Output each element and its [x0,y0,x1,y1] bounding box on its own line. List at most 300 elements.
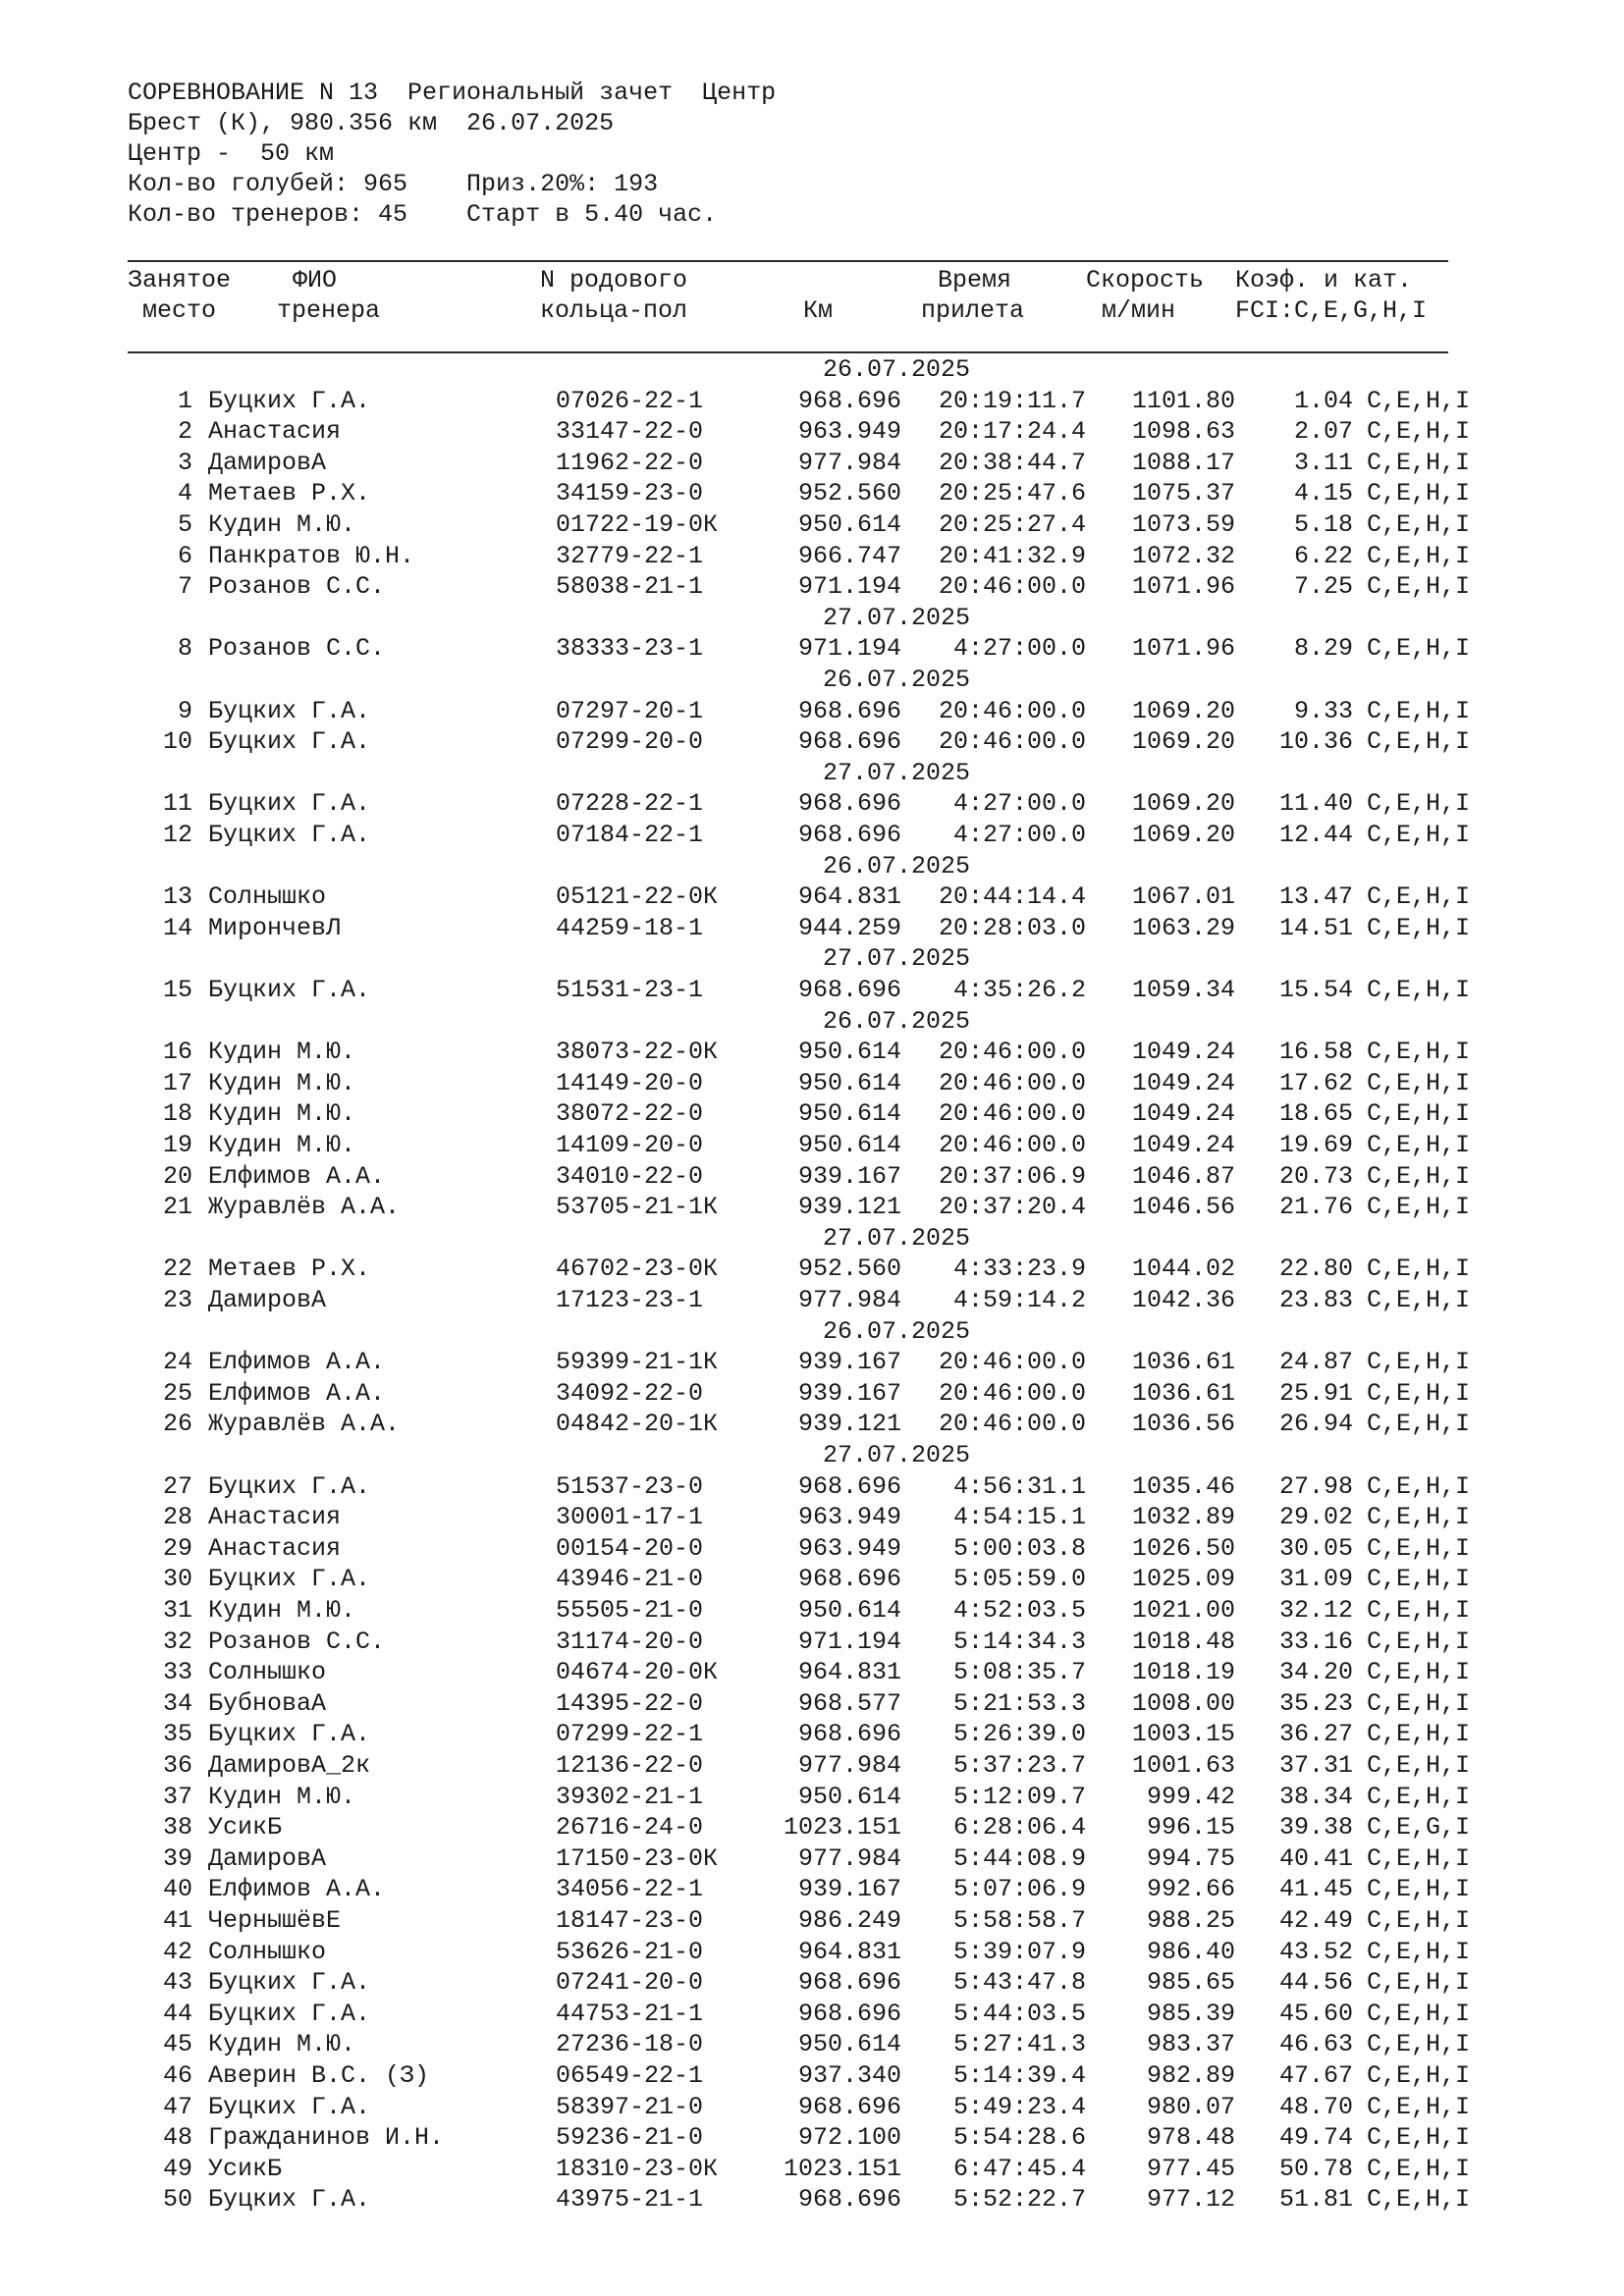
time-cell: 5:05:59.0 [952,1565,1086,1593]
trainer-cell: Журавлёв А.А. [208,1410,401,1438]
date-label: 27.07.2025 [823,604,971,632]
ring-cell: 04674-20-0К [556,1658,719,1686]
speed-cell: 1049.24 [1131,1099,1235,1128]
km-cell: 968.696 [797,2000,901,2028]
place-cell: 19 [162,1131,192,1159]
coef-cell: 42.49 [1278,1906,1353,1935]
speed-cell: 1088.17 [1131,449,1235,477]
category-cell: C,E,H,I [1367,1379,1471,1408]
coef-cell: 36.27 [1278,1720,1353,1748]
trainer-cell: Буцких Г.А. [208,789,371,818]
speed-cell: 1073.59 [1131,510,1235,539]
table-row [0,449,1624,479]
category-cell: C,E,H,I [1367,727,1471,756]
time-cell: 6:28:06.4 [952,1813,1086,1842]
coef-cell: 16.58 [1278,1038,1353,1066]
coef-cell: 19.69 [1278,1131,1353,1159]
coef-cell: 14.51 [1278,914,1353,942]
ring-cell: 07228-22-1 [556,789,704,818]
time-cell: 5:14:34.3 [952,1628,1086,1656]
speed-cell: 996.15 [1146,1813,1235,1842]
coef-cell: 20.73 [1278,1162,1353,1191]
trainer-cell: Розанов С.С. [208,572,386,601]
table-row [0,1162,1624,1193]
km-cell: 964.831 [797,1658,901,1686]
coef-cell: 48.70 [1278,2093,1353,2121]
table-row [0,1286,1624,1316]
place-cell: 48 [162,2123,192,2152]
place-cell: 33 [162,1658,192,1686]
ring-cell: 38333-23-1 [556,634,704,663]
place-cell: 40 [162,1875,192,1903]
category-cell: C,E,H,I [1367,1534,1471,1563]
ring-cell: 58038-21-1 [556,572,704,601]
speed-cell: 1003.15 [1131,1720,1235,1748]
col-ring-header-2: кольца-пол [540,296,688,325]
category-cell: C,E,H,I [1367,510,1471,539]
ring-cell: 43946-21-0 [556,1565,704,1593]
category-cell: C,E,H,I [1367,1038,1471,1066]
place-cell: 34 [162,1689,192,1718]
km-cell: 937.340 [797,2061,901,2090]
competition-title: СОРЕВНОВАНИЕ N 13 Региональный зачет Центр [128,79,777,107]
place-cell: 22 [162,1255,192,1283]
place-cell: 20 [162,1162,192,1191]
place-cell: 4 [177,479,192,507]
table-row [0,1503,1624,1533]
category-cell: C,E,H,I [1367,1472,1471,1501]
date-separator [0,355,1624,386]
km-cell: 977.984 [797,1844,901,1873]
category-cell: C,E,H,I [1367,789,1471,818]
coef-cell: 45.60 [1278,2000,1353,2028]
time-cell: 5:39:07.9 [952,1938,1086,1966]
speed-cell: 1049.24 [1131,1069,1235,1097]
table-row [0,510,1624,541]
speed-cell: 977.12 [1146,2185,1235,2214]
speed-cell: 1025.09 [1131,1565,1235,1593]
time-cell: 5:07:06.9 [952,1875,1086,1903]
date-label: 27.07.2025 [823,759,971,787]
date-separator [0,944,1624,975]
ring-cell: 59399-21-1К [556,1348,719,1376]
table-row [0,479,1624,509]
coef-cell: 6.22 [1293,542,1353,570]
category-cell: C,E,H,I [1367,1565,1471,1593]
date-label: 26.07.2025 [823,355,971,384]
place-cell: 47 [162,2093,192,2121]
category-cell: C,E,H,I [1367,1875,1471,1903]
date-label: 27.07.2025 [823,1224,971,1253]
speed-cell: 1018.19 [1131,1658,1235,1686]
trainer-cell: Панкратов Ю.Н. [208,542,415,570]
speed-cell: 999.42 [1146,1783,1235,1811]
time-cell: 5:43:47.8 [952,1968,1086,1997]
speed-cell: 1075.37 [1131,479,1235,507]
speed-cell: 992.66 [1146,1875,1235,1903]
coef-cell: 22.80 [1278,1255,1353,1283]
category-cell: C,E,H,I [1367,1751,1471,1780]
km-cell: 968.577 [797,1689,901,1718]
time-cell: 5:12:09.7 [952,1783,1086,1811]
coef-cell: 29.02 [1278,1503,1353,1531]
trainer-cell: Кудин М.Ю. [208,2030,356,2058]
trainer-cell: Буцких Г.А. [208,2093,371,2121]
speed-cell: 1008.00 [1131,1689,1235,1718]
km-cell: 986.249 [797,1906,901,1935]
ring-cell: 18147-23-0 [556,1906,704,1935]
time-cell: 20:37:06.9 [938,1162,1086,1191]
place-cell: 37 [162,1783,192,1811]
coef-cell: 30.05 [1278,1534,1353,1563]
place-cell: 42 [162,1938,192,1966]
ring-cell: 07299-22-1 [556,1720,704,1748]
speed-cell: 978.48 [1146,2123,1235,2152]
trainer-cell: Елфимов А.А. [208,1348,386,1376]
category-cell: C,E,H,I [1367,1131,1471,1159]
table-row [0,1131,1624,1161]
speed-cell: 1059.34 [1131,976,1235,1004]
speed-cell: 1026.50 [1131,1534,1235,1563]
ring-cell: 01722-19-0К [556,510,719,539]
km-cell: 950.614 [797,1783,901,1811]
category-cell: C,E,H,I [1367,1596,1471,1625]
col-coef-header: Коэф. и кат. [1235,266,1413,294]
table-row [0,1689,1624,1720]
km-cell: 939.167 [797,1348,901,1376]
ring-cell: 34056-22-1 [556,1875,704,1903]
time-cell: 20:46:00.0 [938,1379,1086,1408]
trainer-cell: Буцких Г.А. [208,1472,371,1501]
trainer-cell: Буцких Г.А. [208,1720,371,1748]
category-cell: C,E,H,I [1367,1099,1471,1128]
km-cell: 952.560 [797,1255,901,1283]
table-row [0,1938,1624,1968]
table-row [0,1628,1624,1658]
speed-cell: 1049.24 [1131,1038,1235,1066]
category-cell: C,E,H,I [1367,1286,1471,1314]
km-cell: 963.949 [797,417,901,446]
ring-cell: 34010-22-0 [556,1162,704,1191]
ring-cell: 11962-22-0 [556,449,704,477]
date-label: 26.07.2025 [823,666,971,694]
coef-cell: 15.54 [1278,976,1353,1004]
coef-cell: 1.04 [1293,387,1353,415]
ring-cell: 58397-21-0 [556,2093,704,2121]
km-cell: 968.696 [797,1472,901,1501]
trainer-cell: Солнышко [208,882,327,911]
time-cell: 4:56:31.1 [952,1472,1086,1501]
place-cell: 14 [162,914,192,942]
category-cell: C,E,H,I [1367,1069,1471,1097]
speed-cell: 1021.00 [1131,1596,1235,1625]
place-cell: 26 [162,1410,192,1438]
place-cell: 50 [162,2185,192,2214]
col-km-header: Км [803,296,834,325]
trainer-cell: Солнышко [208,1658,327,1686]
category-cell: C,E,G,I [1367,1813,1471,1842]
coef-cell: 5.18 [1293,510,1353,539]
category-cell: C,E,H,I [1367,1162,1471,1191]
date-separator [0,1441,1624,1471]
ring-cell: 46702-23-0К [556,1255,719,1283]
ring-cell: 14109-20-0 [556,1131,704,1159]
time-cell: 20:46:00.0 [938,1410,1086,1438]
time-cell: 4:54:15.1 [952,1503,1086,1531]
table-row [0,2185,1624,2216]
col-speed-header: Скорость [1086,266,1205,294]
time-cell: 6:47:45.4 [952,2155,1086,2183]
table-row [0,1472,1624,1503]
col-name-header: ФИО [293,266,338,294]
place-cell: 44 [162,2000,192,2028]
table-row [0,1906,1624,1937]
col-coef-header-2: FCI:C,E,G,H,I [1235,296,1428,325]
km-cell: 968.696 [797,821,901,849]
date-separator [0,1007,1624,1038]
category-cell: C,E,H,I [1367,2185,1471,2214]
place-cell: 18 [162,1099,192,1128]
col-ring-header: N родового [540,266,688,294]
trainer-cell: Буцких Г.А. [208,2000,371,2028]
km-cell: 944.259 [797,914,901,942]
time-cell: 20:25:27.4 [938,510,1086,539]
place-cell: 29 [162,1534,192,1563]
time-cell: 5:27:41.3 [952,2030,1086,2058]
time-cell: 5:52:22.7 [952,2185,1086,2214]
trainer-cell: ДамировА [208,1844,327,1873]
coef-cell: 34.20 [1278,1658,1353,1686]
place-cell: 12 [162,821,192,849]
trainer-cell: Солнышко [208,1938,327,1966]
time-cell: 5:44:03.5 [952,2000,1086,2028]
trainer-cell: Анастасия [208,1534,342,1563]
date-separator [0,852,1624,882]
place-cell: 10 [162,727,192,756]
table-row [0,914,1624,944]
place-cell: 2 [177,417,192,446]
ring-cell: 53626-21-0 [556,1938,704,1966]
ring-cell: 07026-22-1 [556,387,704,415]
coef-cell: 40.41 [1278,1844,1353,1873]
table-row [0,727,1624,758]
place-cell: 11 [162,789,192,818]
category-cell: C,E,H,I [1367,882,1471,911]
table-row [0,1193,1624,1223]
km-cell: 952.560 [797,479,901,507]
coef-cell: 31.09 [1278,1565,1353,1593]
ring-cell: 26716-24-0 [556,1813,704,1842]
table-row [0,1751,1624,1782]
trainer-cell: ДамировА_2к [208,1751,371,1780]
speed-cell: 1071.96 [1131,634,1235,663]
coef-cell: 10.36 [1278,727,1353,756]
ring-cell: 34092-22-0 [556,1379,704,1408]
trainer-cell: УсикБ [208,1813,283,1842]
coef-cell: 38.34 [1278,1783,1353,1811]
speed-cell: 1069.20 [1131,727,1235,756]
place-cell: 28 [162,1503,192,1531]
ring-cell: 07241-20-0 [556,1968,704,1997]
date-label: 26.07.2025 [823,852,971,881]
category-cell: C,E,H,I [1367,1348,1471,1376]
speed-cell: 1046.56 [1131,1193,1235,1221]
coef-cell: 7.25 [1293,572,1353,601]
time-cell: 20:44:14.4 [938,882,1086,911]
km-cell: 950.614 [797,510,901,539]
time-cell: 5:21:53.3 [952,1689,1086,1718]
coef-cell: 23.83 [1278,1286,1353,1314]
speed-cell: 1063.29 [1131,914,1235,942]
place-cell: 17 [162,1069,192,1097]
trainer-cell: Кудин М.Ю. [208,1038,356,1066]
ring-cell: 55505-21-0 [556,1596,704,1625]
ring-cell: 27236-18-0 [556,2030,704,2058]
place-cell: 30 [162,1565,192,1593]
ring-cell: 34159-23-0 [556,479,704,507]
time-cell: 4:27:00.0 [952,634,1086,663]
speed-cell: 1042.36 [1131,1286,1235,1314]
category-cell: C,E,H,I [1367,1255,1471,1283]
table-row [0,542,1624,572]
trainer-cell: Буцких Г.А. [208,727,371,756]
place-cell: 1 [177,387,192,415]
km-cell: 971.194 [797,634,901,663]
place-cell: 16 [162,1038,192,1066]
time-cell: 20:46:00.0 [938,1131,1086,1159]
km-cell: 968.696 [797,2093,901,2121]
col-name-header-2: тренера [277,296,381,325]
category-cell: C,E,H,I [1367,1628,1471,1656]
coef-cell: 49.74 [1278,2123,1353,2152]
ring-cell: 00154-20-0 [556,1534,704,1563]
category-cell: C,E,H,I [1367,1844,1471,1873]
category-cell: C,E,H,I [1367,542,1471,570]
time-cell: 4:59:14.2 [952,1286,1086,1314]
region-line: Центр - 50 км [128,139,335,168]
km-cell: 968.696 [797,1565,901,1593]
time-cell: 5:08:35.7 [952,1658,1086,1686]
time-cell: 5:54:28.6 [952,2123,1086,2152]
time-cell: 20:46:00.0 [938,1099,1086,1128]
time-cell: 20:46:00.0 [938,1069,1086,1097]
table-row [0,2030,1624,2060]
trainer-cell: Буцких Г.А. [208,387,371,415]
coef-cell: 32.12 [1278,1596,1353,1625]
km-cell: 963.949 [797,1503,901,1531]
time-cell: 20:25:47.6 [938,479,1086,507]
trainer-cell: Розанов С.С. [208,634,386,663]
place-cell: 46 [162,2061,192,2090]
coef-cell: 24.87 [1278,1348,1353,1376]
place-cell: 23 [162,1286,192,1314]
time-cell: 4:27:00.0 [952,821,1086,849]
category-cell: C,E,H,I [1367,1689,1471,1718]
ring-cell: 17150-23-0К [556,1844,719,1873]
category-cell: C,E,H,I [1367,2123,1471,2152]
ring-cell: 04842-20-1К [556,1410,719,1438]
speed-cell: 1044.02 [1131,1255,1235,1283]
speed-cell: 985.39 [1146,2000,1235,2028]
speed-cell: 1069.20 [1131,697,1235,725]
time-cell: 20:38:44.7 [938,449,1086,477]
place-cell: 38 [162,1813,192,1842]
category-cell: C,E,H,I [1367,1968,1471,1997]
km-cell: 968.696 [797,1968,901,1997]
speed-cell: 980.07 [1146,2093,1235,2121]
trainer-cell: Анастасия [208,1503,342,1531]
trainer-cell: Елфимов А.А. [208,1379,386,1408]
trainer-cell: Буцких Г.А. [208,1565,371,1593]
km-cell: 968.696 [797,387,901,415]
time-cell: 20:46:00.0 [938,727,1086,756]
ring-cell: 07297-20-1 [556,697,704,725]
speed-cell: 1069.20 [1131,789,1235,818]
place-cell: 7 [177,572,192,601]
category-cell: C,E,H,I [1367,697,1471,725]
place-cell: 24 [162,1348,192,1376]
category-cell: C,E,H,I [1367,387,1471,415]
km-cell: 968.696 [797,697,901,725]
table-row [0,697,1624,727]
time-cell: 4:52:03.5 [952,1596,1086,1625]
ring-cell: 06549-22-1 [556,2061,704,2090]
coef-cell: 21.76 [1278,1193,1353,1221]
time-cell: 20:46:00.0 [938,1038,1086,1066]
coef-cell: 50.78 [1278,2155,1353,2183]
km-cell: 963.949 [797,1534,901,1563]
time-cell: 5:00:03.8 [952,1534,1086,1563]
category-cell: C,E,H,I [1367,1193,1471,1221]
time-cell: 5:49:23.4 [952,2093,1086,2121]
trainer-cell: Буцких Г.А. [208,821,371,849]
ring-cell: 07184-22-1 [556,821,704,849]
km-cell: 966.747 [797,542,901,570]
km-cell: 971.194 [797,572,901,601]
speed-cell: 988.25 [1146,1906,1235,1935]
km-cell: 950.614 [797,1038,901,1066]
ring-cell: 44753-21-1 [556,2000,704,2028]
coef-cell: 41.45 [1278,1875,1353,1903]
coef-cell: 35.23 [1278,1689,1353,1718]
header-divider [128,351,1448,353]
time-cell: 5:58:58.7 [952,1906,1086,1935]
ring-cell: 51537-23-0 [556,1472,704,1501]
ring-cell: 39302-21-1 [556,1783,704,1811]
time-cell: 4:27:00.0 [952,789,1086,818]
coef-cell: 47.67 [1278,2061,1353,2090]
trainer-cell: Журавлёв А.А. [208,1193,401,1221]
trainer-cell: Метаев Р.Х. [208,479,371,507]
place-cell: 8 [177,634,192,663]
table-row [0,1596,1624,1627]
table-row [0,1565,1624,1595]
place-cell: 31 [162,1596,192,1625]
ring-cell: 38072-22-0 [556,1099,704,1128]
table-row [0,1069,1624,1099]
speed-cell: 1069.20 [1131,821,1235,849]
ring-cell: 32779-22-1 [556,542,704,570]
place-cell: 15 [162,976,192,1004]
table-row [0,2123,1624,2154]
birds-count-line: Кол-во голубей: 965 Приз.20%: 193 [128,170,659,198]
ring-cell: 53705-21-1К [556,1193,719,1221]
table-row [0,2093,1624,2123]
time-cell: 20:46:00.0 [938,697,1086,725]
trainer-cell: ДамировА [208,449,327,477]
km-cell: 950.614 [797,1131,901,1159]
km-cell: 950.614 [797,1099,901,1128]
